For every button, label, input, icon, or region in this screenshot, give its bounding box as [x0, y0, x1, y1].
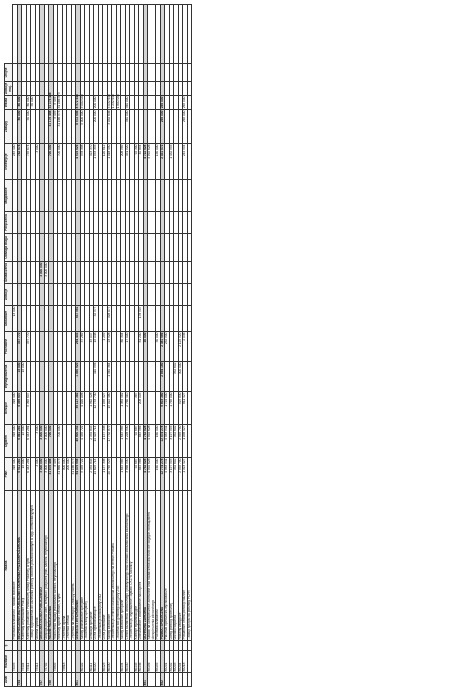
rozdzial-cell: 75404 [22, 651, 27, 673]
value-cell: 1 157 338 [103, 425, 108, 458]
dzial-cell: 852 [160, 673, 165, 687]
column-header: Poręczenia [5, 212, 13, 234]
value-cell: 1 800 000 [115, 94, 120, 109]
value-cell: 31 166 973 [57, 92, 61, 109]
value-cell: 31 166 973 [71, 458, 76, 491]
column-header: Unijne [5, 64, 13, 82]
dzial-cell: 801 [76, 673, 81, 687]
value-cell: 337 770 [17, 332, 22, 362]
name-cell: - rezerwa na inwestycje i zakupy inwest. [71, 491, 76, 641]
value-cell [187, 110, 192, 144]
value-cell: 1 432 553 [169, 144, 174, 180]
rozdzial-cell: 80130 [107, 651, 112, 673]
value-cell: 5 000 000 [80, 110, 85, 144]
value-cell: 700 000 [49, 425, 54, 458]
rozdzial-cell: 80146 [139, 651, 144, 673]
value-cell: 2 654 160 [160, 362, 165, 392]
name-cell: - zakup sprzętu na potrzeby PCPR [187, 491, 192, 641]
value-cell: 1 058 427 [183, 425, 188, 458]
value-cell: 318 400 [13, 458, 18, 491]
column-header: § [5, 641, 13, 651]
value-cell: 14 425 714 [94, 425, 99, 458]
value-cell [187, 332, 192, 362]
value-cell: 50 000 [26, 110, 31, 144]
value-cell: 120 612 [103, 144, 108, 180]
rozdzial-cell: 85201 [165, 651, 170, 673]
value-cell: 529 830 [178, 392, 183, 425]
rozdzial-cell: 80102 [80, 651, 85, 673]
name-cell: Obsługa papierów wart., kredytów i pożyczek jedn. samorz. terytorialnego [44, 491, 49, 641]
name-cell: Rodziny zastępcze [178, 491, 183, 641]
value-cell [148, 5, 156, 64]
value-cell: 15 048 [94, 332, 99, 362]
value-cell: 8 572 646 [75, 94, 79, 109]
value-cell: 5 395 607 [17, 392, 22, 425]
value-cell: 352 602 [174, 425, 179, 458]
name-cell: Szkoły podstawowe specjalne [80, 491, 85, 641]
value-cell [187, 180, 192, 212]
name-cell: - modernizacja boiska przy ZSO [98, 491, 103, 641]
value-cell: 845 566 [139, 458, 144, 491]
value-cell: 13 000 [13, 306, 18, 332]
value-cell: 208 005 [139, 392, 144, 425]
name-cell: Komendy wojewódzkie Policji [22, 491, 27, 641]
value-cell: 4 592 628 [148, 144, 156, 180]
value-cell: 92 687 [134, 458, 139, 491]
name-cell: Komendy powiatowe Państwowej Straży Pożarnej, w tym: [26, 491, 31, 641]
name-cell: Rozliczenia między jednostkami samorz. terytorialnego [53, 491, 58, 641]
column-header: Nazwa [5, 491, 13, 641]
rozdzial-cell: 85202 [169, 651, 174, 673]
name-cell: Komisje egzaminacyjne [134, 491, 139, 641]
value-cell: 1 645 985 [121, 425, 126, 458]
value-cell: 318 400 [13, 392, 18, 425]
rozdzial-cell: 85156 [148, 651, 156, 673]
dzial-cell [187, 673, 192, 687]
value-cell [187, 234, 192, 262]
value-cell: 30 000 [143, 332, 148, 362]
name-cell: - modernizacja, wyposażenie i dydakt. CKZ w Świdnicy [130, 491, 135, 641]
column-header: Inwestycje [5, 144, 13, 180]
value-cell: 1 765 000 [169, 392, 174, 425]
value-cell: 160 000 [156, 425, 161, 458]
value-cell: 15 000 [17, 362, 22, 392]
value-cell: 5 365 607 [26, 392, 31, 425]
value-cell: 340 000 [124, 96, 129, 109]
value-cell: 17 732 879 [107, 425, 112, 458]
value-cell: 739 674 [26, 144, 31, 180]
column-header: Plan [5, 458, 13, 491]
name-cell: POMOC SPOŁECZNA [160, 491, 165, 641]
value-cell: 5 000 000 [79, 94, 84, 109]
value-cell [187, 64, 192, 82]
paragraf-cell [187, 641, 192, 651]
name-cell: Placówki opiekuńczo-wychowawcze [165, 491, 170, 641]
column-header: Majątkowe [5, 180, 13, 212]
dzial-cell: 851 [143, 673, 148, 687]
value-cell: 15 000 [22, 362, 27, 392]
value-cell: 81 200 [139, 332, 144, 362]
value-cell: 14 625 714 [94, 458, 99, 491]
value-cell: 3 000 [35, 144, 40, 180]
column-header: Bieżące [5, 392, 13, 425]
value-cell: 23 528 [107, 332, 112, 362]
value-cell [187, 144, 192, 180]
value-cell: 264 403 [76, 332, 81, 362]
rozdzial-cell: 85218 [183, 651, 188, 673]
column-header: Zakupy [5, 110, 13, 144]
value-cell [187, 5, 192, 64]
value-cell: 3 032 646 [106, 94, 111, 109]
value-cell: 323 370 [89, 144, 94, 180]
value-cell: 1 533 393 [94, 144, 99, 180]
column-header: Wkład [5, 96, 13, 110]
value-cell: 31 876 498 [49, 458, 54, 491]
value-cell: 2 125 920 [178, 332, 183, 362]
column-header: Dotacje maj. [4, 82, 12, 95]
value-cell [187, 82, 192, 96]
value-cell: 31 866 973 [58, 458, 63, 491]
name-cell: Powiatowe centra pomocy rodzinie [183, 491, 188, 641]
value-cell: 252 900 [165, 332, 170, 362]
value-cell: 9 495 [53, 458, 58, 491]
name-cell: Szkoły zawodowe specjalne [121, 491, 126, 641]
value-cell: 3 197 553 [169, 458, 174, 491]
value-cell: 4 752 628 [143, 458, 148, 491]
value-cell: 1 724 000 [165, 392, 170, 425]
value-cell: 5 603 380 [160, 392, 165, 425]
value-cell: 32 977 [94, 306, 99, 332]
name-cell: Domy pomocy społecznej [169, 491, 174, 641]
value-cell: 537 561 [76, 306, 81, 332]
column-header: Ogółem [5, 425, 13, 458]
value-cell: 1 035 427 [103, 392, 108, 425]
rozdzial-cell: 80111 [89, 651, 94, 673]
name-cell: OBSŁUGA DŁUGU PUBLICZNEGO [40, 491, 45, 641]
name-cell: - zakup wyposażenia do udzielania pomocy osobom poszkodowanym w wyp. komunikacyjnych [31, 491, 36, 641]
value-cell: 265 000 [160, 110, 165, 144]
value-cell [148, 180, 156, 212]
column-header: Świadczenia [5, 262, 13, 284]
value-cell [148, 392, 156, 425]
value-cell: 178 507 [139, 306, 144, 332]
value-cell: 80 000 [17, 110, 22, 144]
value-cell [187, 212, 192, 234]
name-cell: - budowa sali gimnastycznej przy ZSE [116, 491, 121, 641]
value-cell: 249 400 [13, 144, 18, 180]
value-cell: 742 674 [17, 144, 22, 180]
value-cell [187, 262, 192, 284]
rozdzial-cell: 75702 [44, 651, 49, 673]
value-cell: 6 461 281 [17, 425, 22, 458]
value-cell: 20 765 925 [107, 458, 112, 491]
value-cell [148, 306, 156, 332]
value-cell: 200 000 [93, 96, 97, 109]
name-cell: - rezerwa ogólna [62, 491, 67, 641]
value-cell [148, 262, 156, 284]
rozdzial-cell: 80145 [134, 651, 139, 673]
value-cell: 2 431 072 [160, 144, 165, 180]
budget-table [4, 4, 192, 687]
value-cell: 2 046 [183, 332, 188, 362]
value-cell: 80 304 [121, 332, 126, 362]
value-cell: 500 000 [62, 458, 67, 491]
value-cell: 3 197 553 [169, 425, 174, 458]
value-cell: 700 000 [58, 425, 63, 458]
value-cell: 3 000 000 [44, 262, 49, 284]
value-cell: 3 000 000 [40, 425, 45, 458]
name-cell: Składki na ubezpieczenie zdrowotne oraz świadczenia dla osób nie objętych obowiązkiem ubezpieczenia zdrowotnego [148, 491, 156, 641]
value-cell: 49 047 [89, 332, 94, 362]
value-cell: 8 572 646 [76, 110, 81, 144]
value-cell: 2 334 843 [89, 425, 94, 458]
value-cell: 845 566 [139, 425, 144, 458]
value-cell: 1 157 338 [103, 458, 108, 491]
value-cell: 50 000 [31, 96, 36, 110]
value-cell: 130 000 [156, 144, 161, 180]
value-cell: 244 954 [183, 144, 188, 180]
name-cell: Pozostała działalność - składki statutowe [13, 491, 18, 641]
value-cell: 387 [134, 392, 139, 425]
value-cell: 92 687 [134, 425, 139, 458]
value-cell: 80 000 [17, 96, 22, 110]
value-cell: 378 398 [80, 144, 85, 180]
value-cell: 1 299 [103, 332, 108, 362]
rozdzial-cell: 75414 [35, 651, 40, 673]
rozdzial-cell: 75818 [62, 651, 67, 673]
column-header: Dział [5, 673, 13, 687]
rozdzial-cell: 80140 [125, 651, 130, 673]
table-body [13, 5, 192, 687]
rozdzial-cell: 80120 [94, 651, 99, 673]
value-cell [187, 362, 192, 392]
value-cell: 4 519 626 [76, 144, 81, 180]
value-cell [148, 234, 156, 262]
value-cell [148, 82, 156, 96]
value-cell: 3 568 930 [125, 458, 130, 491]
table-row [187, 5, 192, 687]
value-cell: 4 583 941 [165, 458, 170, 491]
value-cell: 3 000 [35, 425, 40, 458]
value-cell: 265 000 [183, 110, 188, 144]
value-cell: 4 020 056 [80, 392, 85, 425]
column-header: Obsługa długu [5, 234, 13, 262]
value-cell [187, 458, 192, 491]
table-row [148, 5, 156, 687]
value-cell: 2 955 750 [178, 458, 183, 491]
name-cell: Licea profilowane [103, 491, 108, 641]
value-cell: 17 000 [125, 332, 130, 362]
value-cell: 80 000 [26, 96, 31, 110]
paragraf-cell [148, 641, 156, 651]
value-cell: 337 770 [26, 332, 31, 362]
value-cell: 15 022 460 [107, 392, 112, 425]
value-cell: 6 511 281 [17, 458, 22, 491]
value-cell: 4 592 628 [148, 425, 156, 458]
value-cell: 31 166 973 [58, 110, 63, 144]
value-cell: 30 000 [156, 332, 161, 362]
rozdzial-cell: 80134 [121, 651, 126, 673]
value-cell: 1 323 427 [183, 458, 188, 491]
value-cell: 3 000 000 [44, 458, 49, 491]
value-cell: 4 752 628 [143, 425, 148, 458]
column-header: Wynagrodzenia [5, 362, 13, 392]
value-cell: 9 495 [53, 96, 58, 110]
value-cell [187, 425, 192, 458]
value-cell [187, 306, 192, 332]
rozdzial-cell: 75095 [13, 651, 18, 673]
value-cell [148, 362, 156, 392]
value-cell: 2 381 566 [160, 332, 165, 362]
value-cell [148, 110, 156, 144]
value-cell [148, 212, 156, 234]
value-cell: 3 000 000 [40, 458, 45, 491]
value-cell: 6 443 281 [26, 425, 31, 458]
rozdzial-cell: 75809 [53, 651, 58, 673]
value-cell: 300 000 [178, 362, 183, 392]
value-cell [187, 96, 192, 110]
column-header: Pochodne [5, 332, 13, 362]
value-cell: 4 435 722 [80, 425, 85, 458]
value-cell: 700 000 [49, 144, 54, 180]
value-cell [187, 284, 192, 306]
rozdzial-cell [187, 651, 192, 673]
value-cell: 4 592 628 [148, 458, 156, 491]
dzial-cell: 758 [49, 673, 54, 687]
name-cell: - budowa szkoły specjalnej [85, 491, 90, 641]
value-cell: 2 955 750 [178, 425, 183, 458]
value-cell: 352 602 [174, 458, 179, 491]
value-cell: 110 556 [94, 362, 99, 392]
value-cell [148, 284, 156, 306]
name-cell: Licea ogólnokształcące [94, 491, 99, 641]
name-cell: - modernizacja centrów kształcenia zawodowego na terenie Powiatu [112, 491, 117, 641]
value-cell: 200 000 [94, 110, 99, 144]
dzial-cell: 754 [17, 673, 22, 687]
value-cell: 12 774 278 [160, 458, 165, 491]
dzial-cell: 757 [40, 673, 45, 687]
value-cell: 340 000 [125, 110, 130, 144]
value-cell: 37 269 [80, 332, 85, 362]
value-cell: 811 427 [183, 392, 188, 425]
value-cell: 15 000 [22, 425, 27, 458]
dzial-cell [148, 673, 156, 687]
value-cell: 208 989 [121, 144, 126, 180]
value-cell: 352 602 [174, 362, 179, 392]
value-cell: 3 032 646 [107, 110, 112, 144]
value-cell: 15 000 [22, 458, 27, 491]
value-cell: 2 760 410 [125, 392, 130, 425]
value-cell: 1 018 450 [107, 144, 112, 180]
name-cell: Ośrodki wsparcia [174, 491, 179, 641]
value-cell: 40 854 [139, 144, 144, 180]
value-cell [148, 64, 156, 82]
value-cell: 3 000 [35, 458, 40, 491]
name-cell: Pozostała działalność [156, 491, 161, 641]
value-cell: 2 334 843 [89, 458, 94, 491]
name-cell: Szkoły zawodowe [107, 491, 112, 641]
value-cell: 265 000 [159, 96, 164, 109]
value-cell: 3 000 000 [40, 262, 45, 284]
value-cell: 6 443 281 [26, 458, 31, 491]
name-cell: Centra kształcenia ustawicznego i praktycznego oraz ośrodki dokształcania zawodowego [125, 491, 130, 641]
name-cell: OŚWIATA I WYCHOWANIE [76, 491, 81, 641]
column-header: Statutowe [5, 306, 13, 332]
value-cell: 54 479 958 [76, 458, 81, 491]
value-cell: 9 435 722 [80, 458, 85, 491]
value-cell: 265 000 [182, 96, 186, 109]
name-cell: Obrona cywilna [35, 491, 40, 641]
value-cell: 451 520 [125, 144, 130, 180]
value-cell: 160 000 [156, 458, 161, 491]
column-header: Rozdział [5, 651, 13, 673]
value-cell: 200 000 [67, 458, 72, 491]
value-cell: 92 300 [134, 144, 139, 180]
column-header: Dotacje [5, 284, 13, 306]
value-cell: 45 900 152 [76, 425, 81, 458]
value-cell: 328 077 [107, 306, 112, 332]
value-cell: 1 340 364 [107, 362, 112, 392]
rozdzial-cell: 85204 [178, 651, 183, 673]
name-cell: BEZPIECZEŃSTWO PUBLICZNE I OCHRONA PRZECIWPOŻAROWA [17, 491, 22, 641]
value-cell: 12 733 740 [94, 392, 99, 425]
value-cell: 3 000 000 [44, 425, 49, 458]
rozdzial-cell: 85203 [174, 651, 179, 673]
name-cell: Rezerwy ogólne i celowe, w tym: [58, 491, 63, 641]
value-cell: 1 450 920 [76, 362, 81, 392]
value-cell [148, 96, 156, 110]
value-cell: 3 228 930 [125, 425, 130, 458]
name-cell: Gimnazja specjalne [89, 491, 94, 641]
value-cell: 4 722 628 [143, 144, 148, 180]
value-cell: 12 474 278 [160, 425, 165, 458]
value-cell: 1 962 428 [89, 392, 94, 425]
rozdzial-cell: 75411 [26, 651, 31, 673]
value-cell: 1 384 462 [121, 392, 126, 425]
value-cell: 39 127 382 [76, 392, 81, 425]
name-cell: Dokształcanie i doskonalenie nauczycieli [139, 491, 144, 641]
name-cell: - rezerwa celowa [67, 491, 72, 641]
value-cell: 31 176 498 [48, 92, 52, 109]
name-cell: OCHRONA ZDROWIA [143, 491, 148, 641]
name-cell: RÓŻNE ROZLICZENIA [49, 491, 54, 641]
value-cell: 1 645 985 [121, 458, 126, 491]
value-cell: 1 232 646 [111, 94, 115, 109]
value-cell: 9 495 [53, 110, 58, 144]
value-cell: 318 400 [13, 425, 18, 458]
value-cell: 700 000 [58, 144, 63, 180]
value-cell: 31 176 498 [49, 110, 54, 144]
rozdzial-cell: 80123 [103, 651, 108, 673]
value-cell: 4 583 941 [165, 425, 170, 458]
value-cell [187, 392, 192, 425]
rozdzial-cell: 85195 [156, 651, 161, 673]
